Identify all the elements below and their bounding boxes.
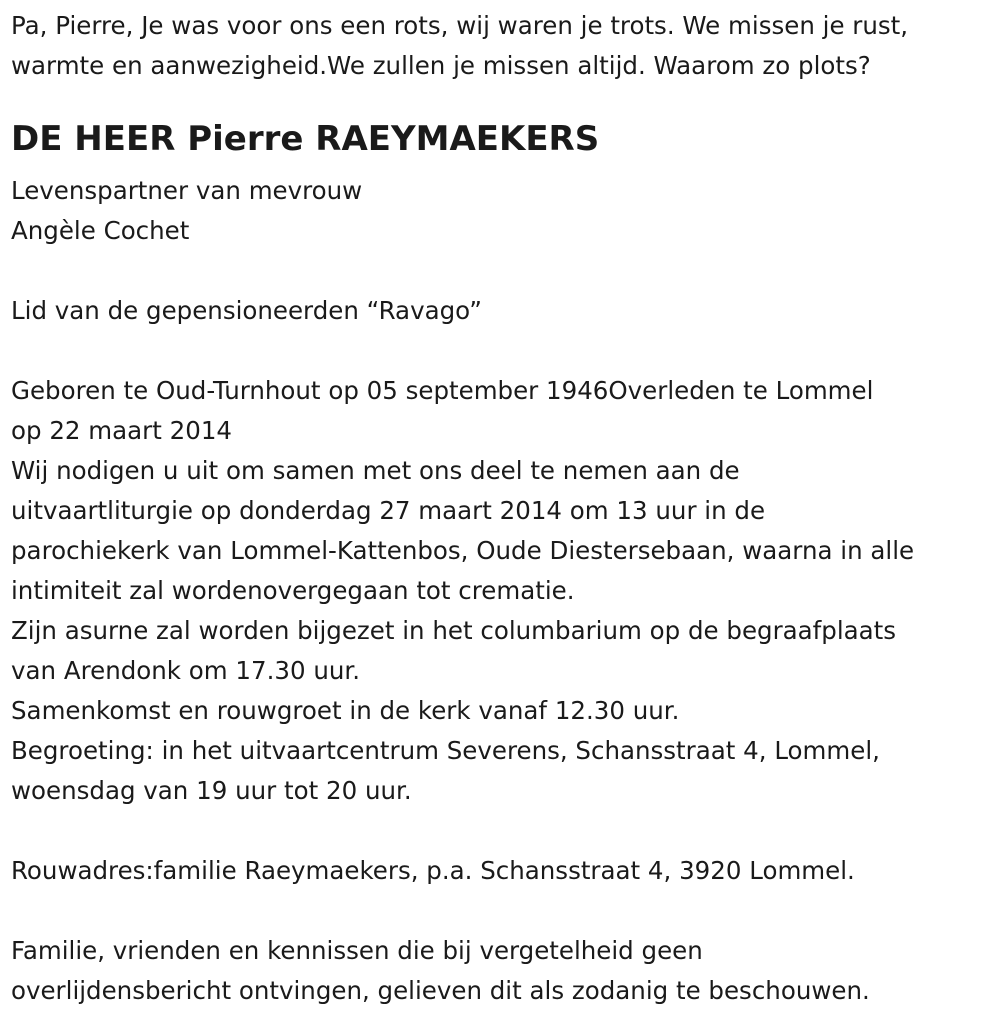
greeting-line-2: woensdag van 19 uur tot 20 uur. (11, 776, 412, 805)
invitation-line-4: intimiteit zal wordenovergegaan tot crematie. (11, 576, 575, 605)
deceased-name-title: DE HEER Pierre RAEYMAEKERS (11, 119, 600, 159)
spacer (11, 251, 996, 291)
partner-line-2: Angèle Cochet (11, 216, 190, 245)
partner-line-1: Levenspartner van mevrouw (11, 176, 363, 205)
invitation-line-3: parochiekerk van Lommel-Kattenbos, Oude Diestersebaan, waarna in alle (11, 536, 915, 565)
birth-death-line-2: op 22 maart 2014 (11, 416, 233, 445)
intro-line-1: Pa, Pierre, Je was voor ons een rots, wij waren je trots. We missen je rust, (11, 11, 909, 40)
invitation-line-2: uitvaartliturgie op donderdag 27 maart 2014 om 13 uur in de (11, 496, 766, 525)
spacer (11, 331, 996, 371)
greeting-line-1: Begroeting: in het uitvaartcentrum Severens, Schansstraat 4, Lommel, (11, 736, 880, 765)
gathering-text: Samenkomst en rouwgroet in de kerk vanaf 12.30 uur. (11, 696, 680, 725)
intro-line-2: warmte en aanwezigheid.We zullen je missen altijd. Waarom zo plots? (11, 51, 871, 80)
invitation-line-1: Wij nodigen u uit om samen met ons deel te nemen aan de (11, 456, 740, 485)
closing-line-2: overlijdensbericht ontvingen, gelieven dit als zodanig te beschouwen. (11, 976, 870, 1005)
spacer (11, 811, 996, 851)
obituary-notice (11, 0, 996, 1011)
membership-text: Lid van de gepensioneerden “Ravago” (11, 296, 482, 325)
urn-line-2: van Arendonk om 17.30 uur. (11, 656, 361, 685)
urn-line-1: Zijn asurne zal worden bijgezet in het columbarium op de begraafplaats (11, 616, 897, 645)
spacer (11, 891, 996, 931)
mourning-address: Rouwadres:familie Raeymaekers, p.a. Schansstraat 4, 3920 Lommel. (11, 856, 855, 885)
closing-line-1: Familie, vrienden en kennissen die bij vergetelheid geen (11, 936, 703, 965)
birth-death-line-1: Geboren te Oud-Turnhout op 05 september 1946Overleden te Lommel (11, 376, 874, 405)
